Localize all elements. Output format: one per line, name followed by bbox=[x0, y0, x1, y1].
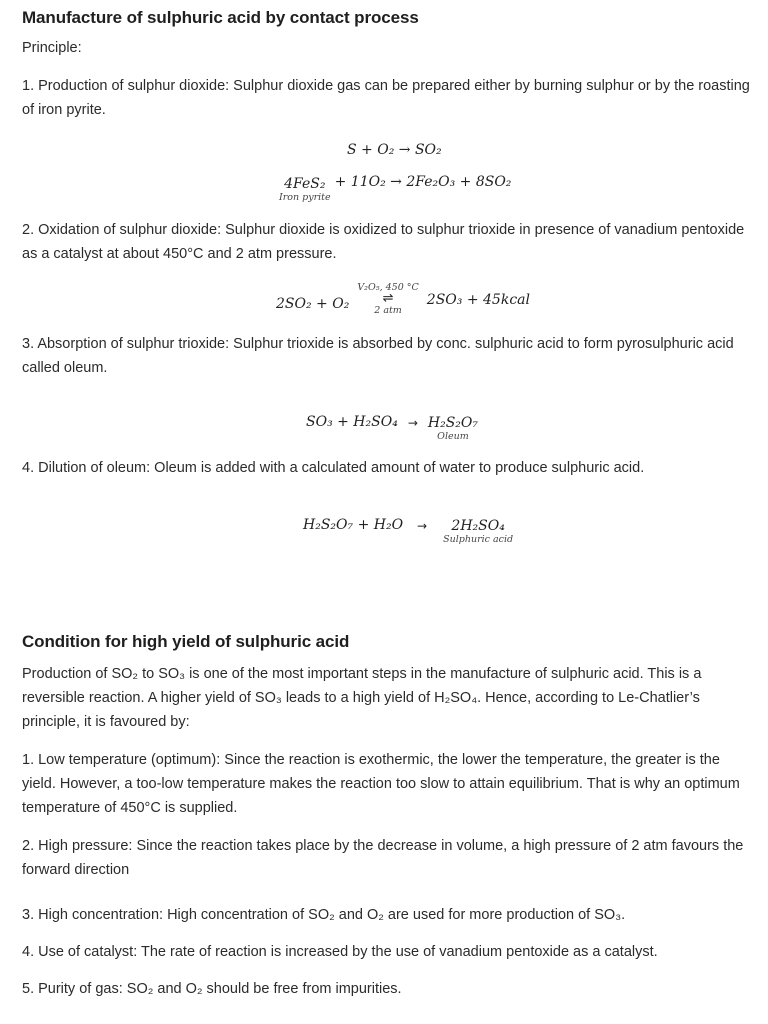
oleum-formula: H₂S₂O₇ bbox=[427, 415, 479, 431]
oxidation-lhs: 2SO₂ + O₂ bbox=[276, 296, 350, 312]
condition-item-concentration: 3. High concentration: High concentration of SO₂ and O₂ are used for more production of SO₃. bbox=[22, 907, 626, 923]
step1-text: 1. Production of sulphur dioxide: Sulphur dioxide gas can be prepared either by burning sulphur or by the roasting of iron pyrite. bbox=[22, 78, 750, 118]
absorption-lhs: SO₃ + H₂SO₄ bbox=[306, 414, 398, 430]
roasting-rest: + 11O₂ → 2Fe₂O₃ + 8SO₂ bbox=[334, 174, 512, 190]
iron-pyrite-label: Iron pyrite bbox=[279, 192, 331, 203]
principle-label: Principle: bbox=[22, 40, 82, 56]
equation-oxidation bbox=[276, 282, 530, 316]
equation-roasting-pyrite bbox=[279, 174, 511, 203]
oxidation-rhs: 2SO₃ + 45kcal bbox=[426, 292, 530, 308]
equation-burning-sulphur: S + O₂ → SO₂ bbox=[347, 142, 442, 158]
reaction-arrow-icon: → bbox=[417, 519, 428, 533]
condition-item-pressure: 2. High pressure: Since the reaction takes place by the decrease in volume, a high pressure of 2 atm favours the forward direction bbox=[22, 838, 744, 878]
dilution-lhs: H₂S₂O₇ + H₂O bbox=[303, 517, 404, 533]
iron-pyrite-formula: 4FeS₂ bbox=[284, 176, 326, 192]
page-title: Manufacture of sulphuric acid by contact process bbox=[22, 8, 419, 27]
step2-text: 2. Oxidation of sulphur dioxide: Sulphur dioxide is oxidized to sulphur trioxide in presence of vanadium pentoxide as a catalyst at about 450°C and 2 atm pressure. bbox=[22, 222, 745, 262]
condition-item-temperature: 1. Low temperature (optimum): Since the reaction is exothermic, the lower the temperature, the greater is the yield. However, a too-low temperature makes the reaction too slow to attain equilibrium. That is why an optimum temperature of 450°C is supplied. bbox=[22, 752, 740, 816]
sulphuric-acid-label: Sulphuric acid bbox=[443, 534, 514, 545]
equation-dilution bbox=[303, 517, 513, 545]
equation-absorption bbox=[306, 414, 478, 442]
pressure-condition: 2 atm bbox=[374, 305, 402, 316]
condition-item-purity: 5. Purity of gas: SO₂ and O₂ should be free from impurities. bbox=[22, 981, 402, 997]
step3-text: 3. Absorption of sulphur trioxide: Sulphur trioxide is absorbed by conc. sulphuric acid to form pyrosulphuric acid called oleum. bbox=[22, 336, 734, 376]
condition-item-catalyst: 4. Use of catalyst: The rate of reaction is increased by the use of vanadium pentoxide as a catalyst. bbox=[22, 944, 658, 960]
section-intro: Production of SO₂ to SO₃ is one of the most important steps in the manufacture of sulphuric acid. This is a reversible reaction. A higher yield of SO₃ leads to a high yield of H₂SO₄. Hence, according to Le-Chatlier’s principle, it is favoured by: bbox=[22, 666, 702, 730]
reaction-arrow-icon: → bbox=[407, 416, 418, 430]
oleum-label: Oleum bbox=[437, 431, 469, 442]
equilibrium-arrow-icon: ⇌ bbox=[382, 291, 394, 306]
step4-text: 4. Dilution of oleum: Oleum is added with a calculated amount of water to produce sulphuric acid. bbox=[22, 460, 645, 476]
catalyst-conditions: V₂O₅, 450 °C bbox=[357, 282, 419, 293]
sulphuric-acid-formula: 2H₂SO₄ bbox=[451, 518, 505, 534]
section-heading: Condition for high yield of sulphuric acid bbox=[22, 632, 350, 651]
